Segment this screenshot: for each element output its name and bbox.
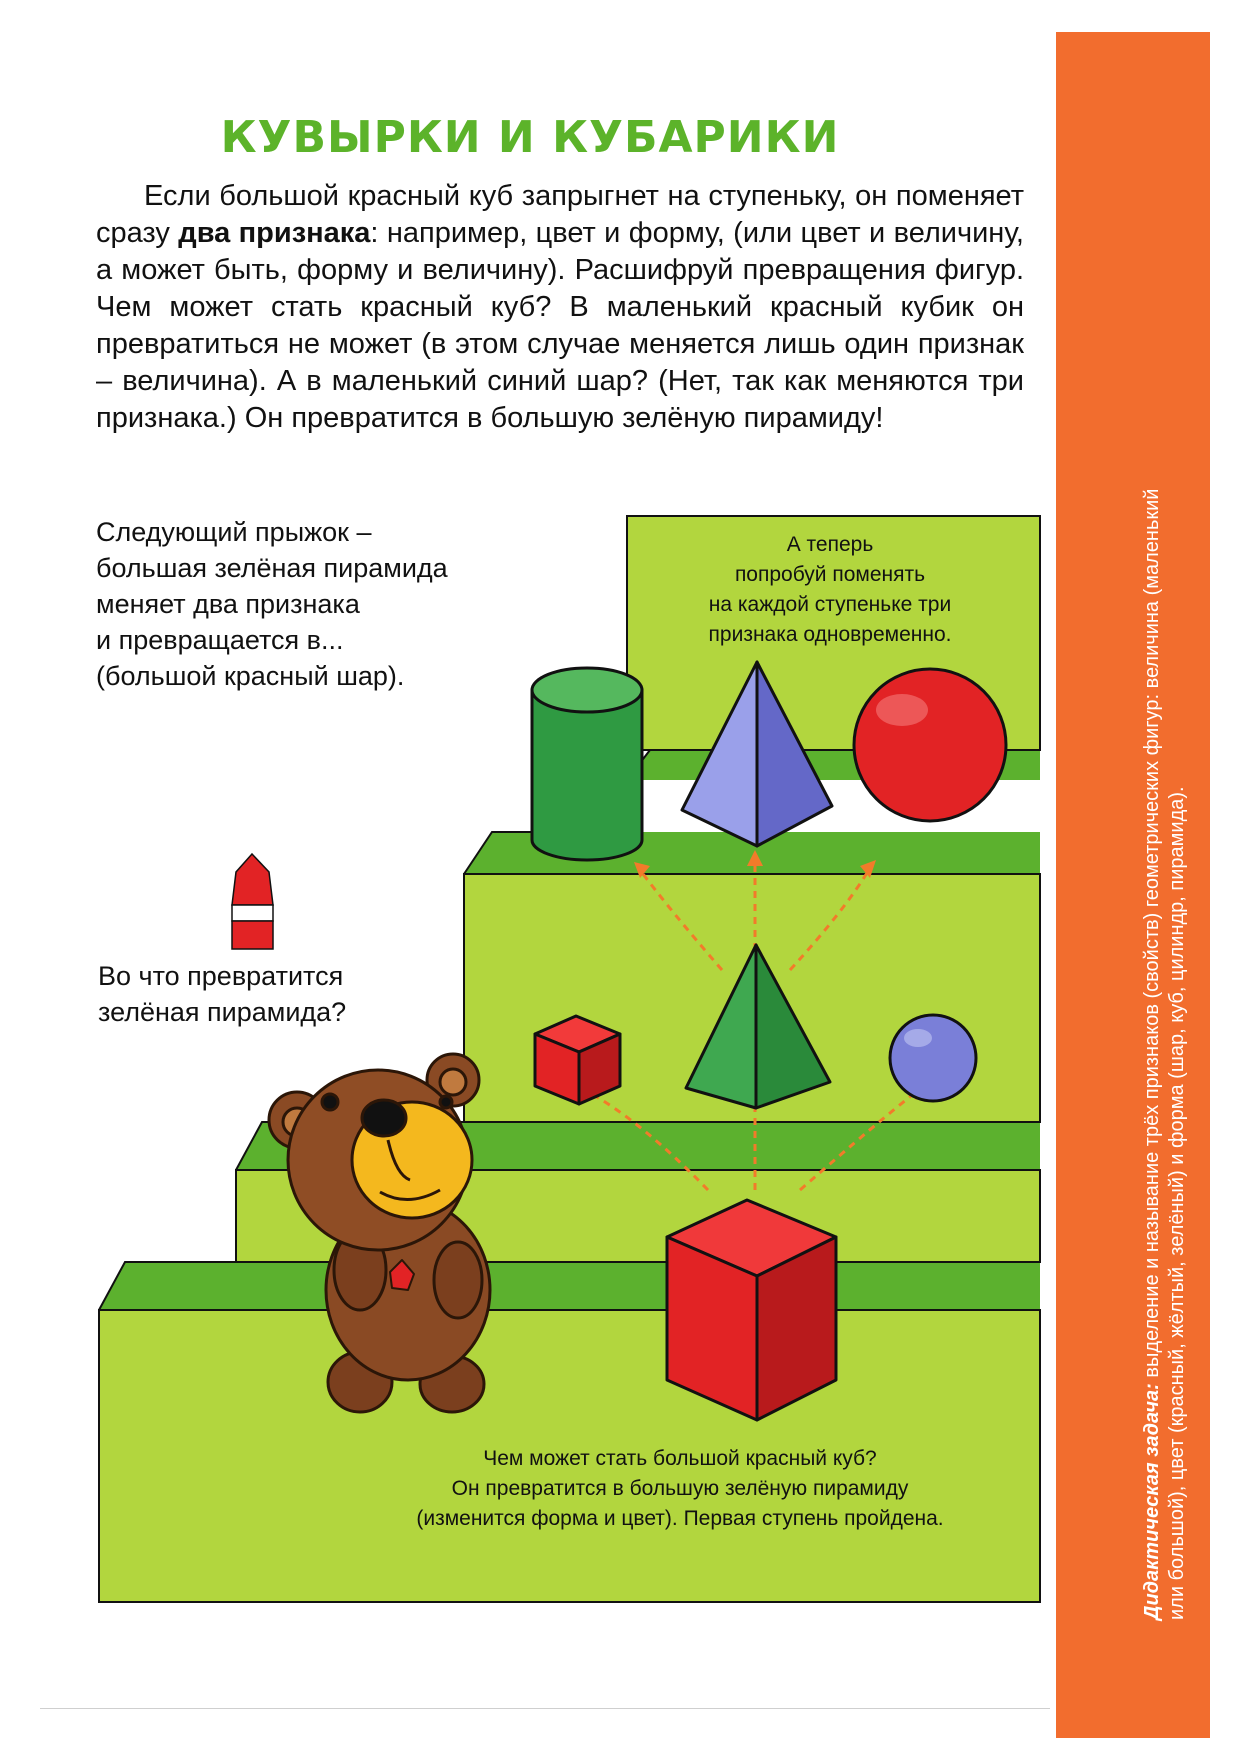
page-title: КУВЫРКИ И КУБАРИКИ: [220, 112, 840, 163]
pencil-crayon-icon: [232, 854, 273, 949]
step-text-top: А теперь попробуй поменять на каждой ступеньке три признака одновременно.: [708, 533, 952, 646]
didactic-line-1: Дидактическая задача: выделение и называние трёх признаков (свойств) геометрических фигур: величина (маленький: [1141, 488, 1163, 1620]
green-cylinder: [532, 668, 642, 860]
small-red-cube: [535, 1016, 620, 1104]
small-blue-ball: [890, 1015, 976, 1101]
note-next-jump: Следующий прыжок – большая зелёная пирамида меняет два признака и превращается в... (большой красный шар).: [96, 517, 448, 691]
big-red-cube: [667, 1200, 836, 1420]
big-red-ball: [854, 669, 1006, 821]
bottom-divider: [40, 1708, 1050, 1709]
step-text-bottom: Чем может стать большой красный куб? Он превратится в большую зелёную пирамиду (изменится форма и цвет). Первая ступень пройдена.: [416, 1447, 944, 1530]
note-question: Во что превратится зелёная пирамида?: [98, 961, 347, 1027]
didactic-label: Дидактическая задача:: [1141, 1383, 1163, 1620]
didactic-line-2: или большой), цвет (красный, жёлтый, зелёный) и форма (шар, куб, цилиндр, пирамида).: [1166, 786, 1188, 1620]
intro-paragraph: Если большой красный куб запрыгнет на ступеньку, он поменяет сразу два признака: например, цвет и форму, (или цвет и величину, а может быть, форму и величину). Расшифруй превращения фигур. Чем может стать красный куб? В маленький красный кубик он превратиться не может (в этом случае меняется лишь один признак – величина). А в маленький синий шар? (Нет, так как меняются три признака.) Он превратится в большую зелёную пирамиду!: [96, 180, 1024, 434]
intro-bold: два признака: [178, 217, 371, 249]
